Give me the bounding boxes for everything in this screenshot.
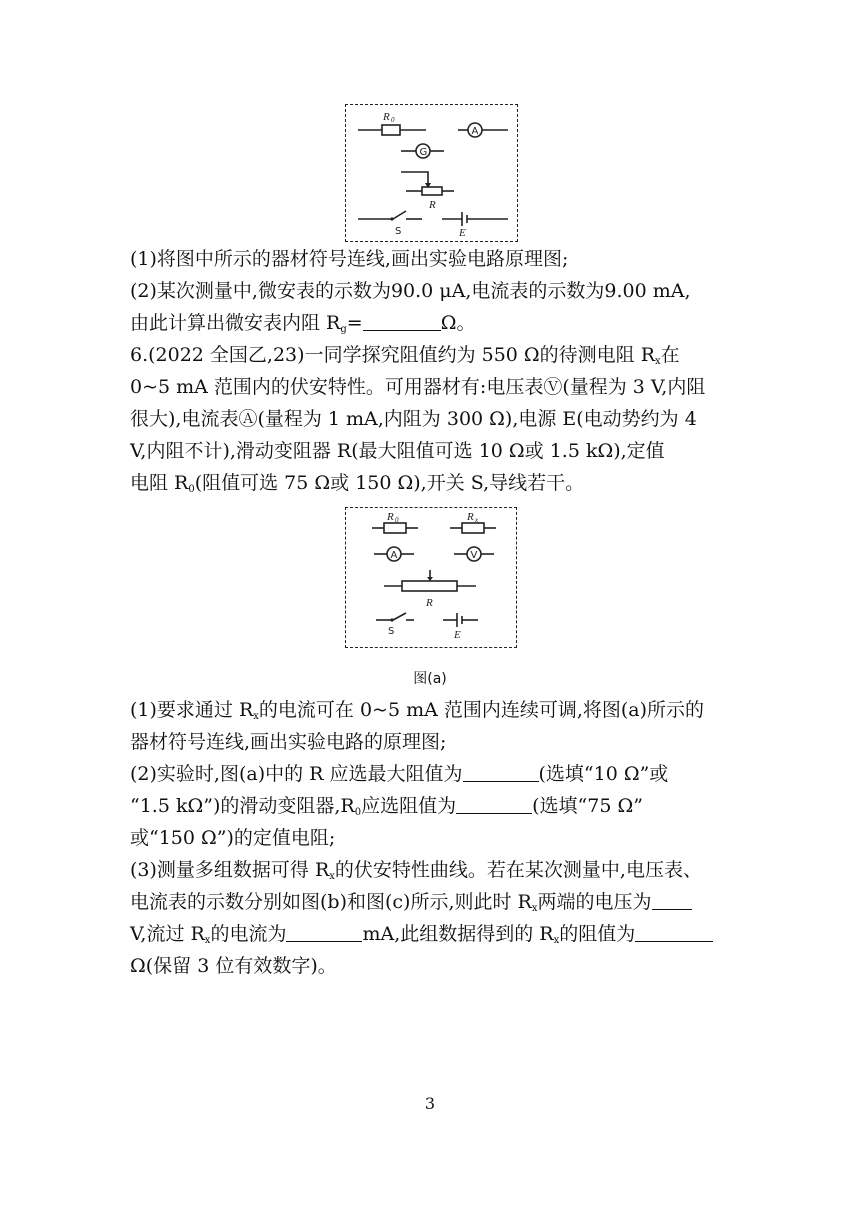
q6-line3: 很大),电流表Ⓐ(量程为 1 mA,内阻为 300 Ω),电源 E(电动势约为 4 bbox=[130, 408, 697, 430]
answer-blank[interactable] bbox=[635, 923, 713, 942]
figure-1-components bbox=[345, 104, 518, 242]
answer-blank[interactable] bbox=[463, 763, 539, 782]
fig1-r0-sub: 0 bbox=[391, 116, 395, 124]
figure-a-svg bbox=[346, 508, 518, 649]
fig1-rheostat-label: R bbox=[429, 199, 436, 211]
fig2-rheostat-label: R bbox=[426, 597, 433, 609]
page-number: 3 bbox=[424, 1094, 436, 1113]
answer-blank[interactable] bbox=[652, 891, 692, 910]
fig1-switch-label: S bbox=[395, 226, 402, 237]
q6-p1-line2: 器材符号连线,画出实验电路的原理图; bbox=[130, 731, 447, 753]
q6-p2-line3: 或“150 Ω”)的定值电阻; bbox=[130, 827, 336, 849]
q6-p2-line1: (2)实验时,图(a)中的 R 应选最大阻值为 (选填“10 Ω”或 bbox=[130, 763, 669, 785]
fig1-galvanometer-symbol: G bbox=[419, 147, 428, 158]
figure-a-components bbox=[345, 507, 517, 648]
fig2-ammeter-symbol: A bbox=[390, 550, 398, 561]
q6-line4: V,内阻不计),滑动变阻器 R(最大阻值可选 10 Ω或 1.5 kΩ),定值 bbox=[130, 440, 665, 462]
fig2-rx-sub: x bbox=[475, 516, 479, 524]
answer-blank[interactable] bbox=[363, 312, 441, 331]
q5-part2-line2: 由此计算出微安表内阻 $R_g= \Omega$。 bbox=[130, 312, 476, 335]
q5-part1: (1)将图中所示的器材符号连线,画出实验电路原理图; bbox=[130, 248, 569, 270]
q6-p3-line3: V,流过 $R_x$的电流为 mA,此组数据得到的 $R_x$的阻值为 bbox=[130, 921, 750, 947]
fig1-battery-label: E bbox=[459, 227, 466, 239]
q6-p2-line2: “1.5 kΩ”)的滑动变阻器$,R_0$应选阻值为 (选填“75 Ω” bbox=[130, 795, 643, 818]
q6-p3-line2: 电流表的示数分别如图(b)和图(c)所示,则此时 $R_x$两端的电压为 bbox=[130, 889, 750, 915]
figure-a-caption: 图(a) bbox=[413, 671, 447, 687]
q6-line1: 6.(2022 全国乙,23)一同学探究阻值约为 550 Ω的待测电阻 $R_x$在 bbox=[130, 344, 680, 367]
fig2-r0-label: R bbox=[387, 511, 394, 523]
q5-part2-line1: (2)某次测量中,微安表的示数为90.0 μA,电流表的示数为9.00 mA, bbox=[130, 280, 691, 302]
fig2-battery-label: E bbox=[454, 629, 461, 641]
answer-blank[interactable] bbox=[286, 923, 362, 942]
answer-blank[interactable] bbox=[456, 795, 532, 814]
figure-1-svg bbox=[346, 105, 519, 243]
q6-p1-line1: (1)要求通过 $R_x$的电流可在 0~5 mA 范围内连续可调,将图(a)所示的 bbox=[130, 699, 705, 722]
q6-p3-line1: (3)测量多组数据可得 $R_x$的伏安特性曲线。若在某次测量中,电压表、 bbox=[130, 859, 702, 882]
fig2-switch-label: S bbox=[388, 626, 395, 637]
q6-line2: 0~5 mA 范围内的伏安特性。可用器材有:电压表Ⓥ(量程为 3 V,内阻 bbox=[130, 376, 706, 398]
fig1-r0-label: R bbox=[383, 111, 390, 123]
fig1-ammeter-symbol: A bbox=[471, 126, 479, 137]
fig2-rx-label: R bbox=[467, 511, 474, 523]
fig2-r0-sub: 0 bbox=[395, 516, 399, 524]
q6-line5: 电阻 $R_0$(阻值可选 75 Ω或 150 Ω),开关 S,导线若干。 bbox=[130, 472, 585, 495]
fig2-voltmeter-symbol: V bbox=[470, 550, 478, 561]
q6-p3-line4: Ω(保留 3 位有效数字)。 bbox=[130, 955, 337, 977]
